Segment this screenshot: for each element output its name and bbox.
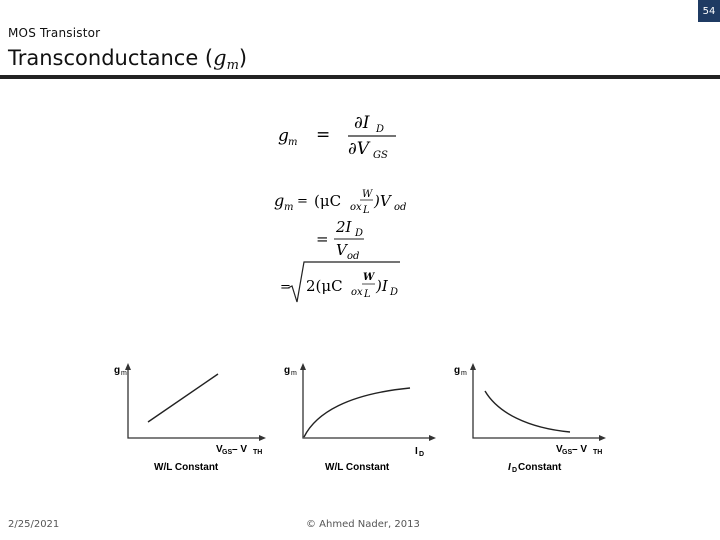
eq4-open: 2(μC [306,277,343,295]
graph3-caption: Constant [518,462,562,473]
graph3-curve [485,391,570,432]
footer-date: 2/25/2021 [8,519,60,530]
eq4-close: )I [376,277,388,295]
graph3-x-sub: GS [562,449,573,456]
graph3-x-label: V [556,444,563,455]
graph1-x-arrow-icon [259,435,266,441]
eq3-denominator: V [336,241,347,259]
eq1-lhs-sub: m [288,137,298,148]
eq2-cox-sub: ox [350,202,362,213]
graph2-x-label: I [415,446,418,457]
eq1-denominator: ∂V [348,139,370,159]
graph2-y-arrow-icon [300,363,306,370]
eq2-W: W [362,189,373,200]
equation-gm-sqrt [278,258,408,308]
graph1-axes [128,366,263,438]
graph1-x-label: V [216,444,223,455]
eq4-cox-sub: ox [351,287,363,298]
eq4-id-sub: D [390,287,399,298]
graph1-y-sub: m [121,370,127,377]
equation-gm-derivative [272,108,412,160]
graph3-caption-prefix: I [508,462,511,473]
graph3-y-sub: m [461,370,467,377]
graph1-y-label: g [114,365,121,376]
graph-gm-vs-overdrive-constant-id [448,358,613,476]
graph1-caption: W/L Constant [154,462,219,473]
graph2-x-arrow-icon [429,435,436,441]
eq2-close: )V [374,192,391,210]
title-divider [0,75,720,79]
equation-gm-id-vod [312,214,382,264]
eq1-equals: = [316,125,331,145]
eq2-open: (μC [314,192,342,210]
eq2-L: L [363,205,370,216]
graph2-y-sub: m [291,370,297,377]
graph2-caption: W/L Constant [325,462,390,473]
eq3-numerator-sub: D [355,228,364,239]
eq1-numerator-sub: D [376,124,385,135]
graph1-curve [148,374,218,422]
eq3-denominator-sub: od [347,251,360,262]
eq2-vod-sub: od [394,202,407,213]
eq1-numerator: ∂I [354,113,370,133]
eq2-lhs-sub: m [284,202,294,213]
eq2-lhs: g [274,191,285,210]
graph2-axes [303,366,433,438]
footer-copyright: © Ahmed Nader, 2013 [306,519,420,530]
eq3-numerator: 2I [336,218,352,236]
graph-gm-vs-id [278,358,438,476]
graph3-y-arrow-icon [470,363,476,370]
graph3-x-arrow-icon [599,435,606,441]
eq4-equals: = [280,280,291,295]
eq3-equals: = [316,230,329,248]
graph3-y-label: g [454,365,461,376]
graph3-caption-sub: D [512,467,518,474]
eq1-lhs: g [278,126,289,146]
graph3-x-mid: – V [572,444,588,455]
graph1-x-mid: – V [232,444,248,455]
eq4-W: W [363,272,375,283]
graph2-curve [304,388,410,437]
slide-title [8,46,247,73]
graph1-x-sub2: TH [253,449,263,456]
graph2-y-label: g [284,365,291,376]
title-close: ) [238,46,248,70]
graph2-x-sub: D [419,451,425,458]
graph1-x-sub: GS [222,449,233,456]
page-number-badge: 54 [698,0,720,22]
eq4-L: L [364,289,371,300]
eq1-denominator-sub: GS [373,150,388,160]
title-text: Transconductance ( [8,46,214,70]
graph1-y-arrow-icon [125,363,131,370]
title-var: g [213,46,227,70]
slide-subtitle: MOS Transistor [8,26,101,40]
eq2-equals: = [297,194,308,209]
graph-gm-vs-overdrive [108,358,273,476]
graph3-x-sub2: TH [593,449,603,456]
title-sub: m [226,58,239,73]
